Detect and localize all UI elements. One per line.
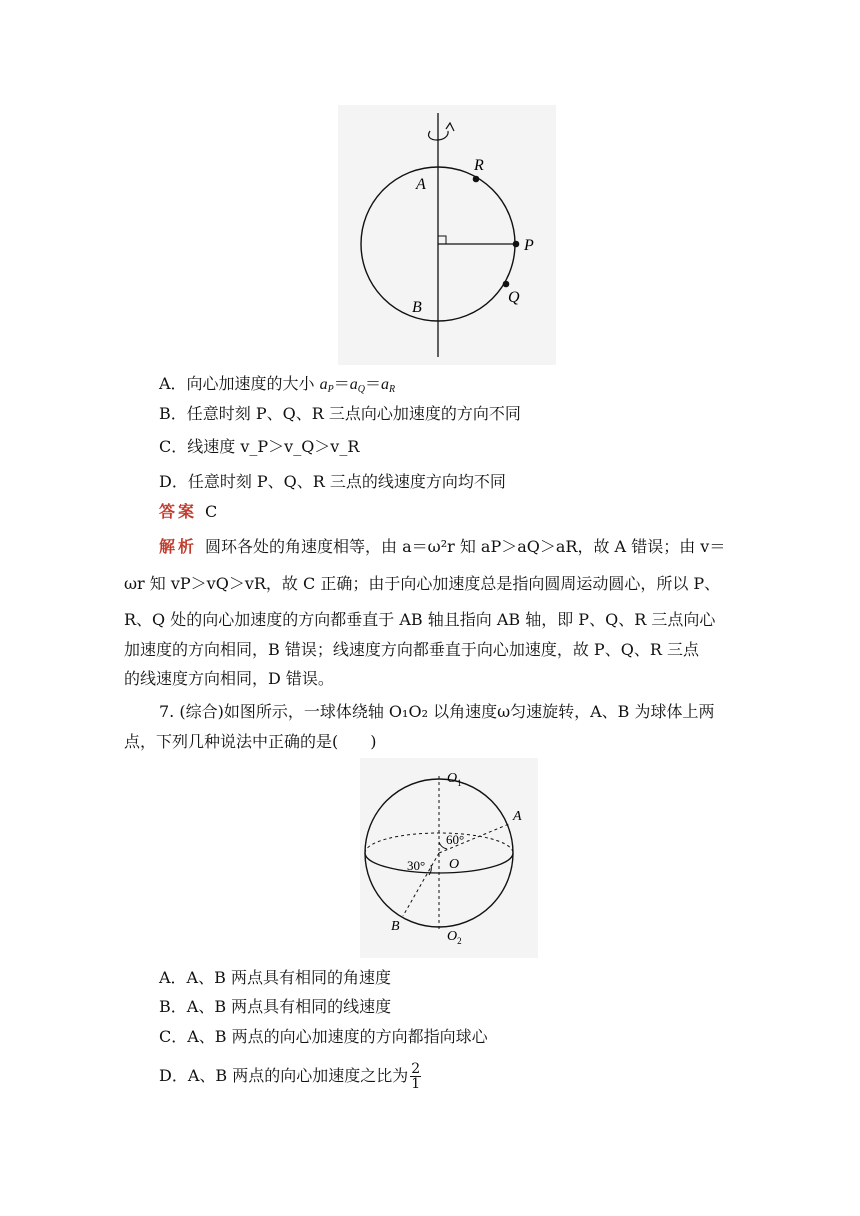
label-R: R — [474, 157, 484, 174]
q6-option-a-text: A．向心加速度的大小 — [159, 374, 320, 393]
analysis-text: 圆环各处的角速度相等，由 a＝ω²r 知 aP＞aQ＞aR，故 A 错误；由 v＝ — [205, 537, 726, 556]
label-O: O — [449, 857, 460, 872]
analysis-line-1 — [159, 537, 725, 557]
sub-P: P — [327, 384, 334, 395]
analysis-line-2: ωr 知 vP＞vQ＞vR，故 C 正确；由于向心加速度总是指向圆周运动圆心，所以 P、 — [124, 574, 721, 593]
point-P — [513, 241, 520, 248]
q7-option-c: C．A、B 两点的向心加速度的方向都指向球心 — [159, 1027, 488, 1046]
q6-option-d: D．任意时刻 P、Q、R 三点的线速度方向均不同 — [159, 472, 506, 491]
analysis-line-5: 的线速度方向相同，D 错误。 — [124, 669, 334, 688]
label-A: A — [513, 809, 522, 824]
q6-option-a — [159, 374, 395, 395]
q6-option-c-expression: v_P＞v_Q＞v_R — [240, 437, 360, 456]
fraction-numerator: 2 — [411, 1061, 421, 1077]
equals-sign: ＝ — [365, 374, 382, 393]
q6-option-c — [159, 437, 359, 457]
label-B: B — [412, 299, 422, 316]
label-angle-60: 60° — [446, 832, 465, 847]
analysis-line-4: 加速度的方向相同，B 错误；线速度方向都垂直于向心加速度，故 P、Q、R 三点 — [124, 640, 699, 659]
label-A: A — [416, 176, 426, 193]
label-O2: $O_2$ — [447, 929, 462, 946]
ratio-fraction — [410, 1062, 421, 1091]
fraction-denominator: 1 — [411, 1076, 421, 1092]
q7-stem-line-1: 7. (综合)如图所示，一球体绕轴 O₁O₂ 以角速度ω匀速旋转，A、B 为球体上两 — [159, 702, 715, 721]
q7-option-d — [159, 1062, 421, 1091]
label-O1: $O_1$ — [447, 771, 462, 788]
label-Q: Q — [508, 289, 520, 306]
q6-option-b: B．任意时刻 P、Q、R 三点向心加速度的方向不同 — [159, 404, 521, 423]
analysis-label: 解析 — [159, 537, 198, 556]
sub-R: R — [389, 384, 396, 395]
label-P: P — [524, 237, 534, 254]
var-a: a — [319, 376, 328, 393]
q6-option-c-text: C．线速度 — [159, 437, 241, 456]
analysis-line-3: R、Q 处的向心加速度的方向都垂直于 AB 轴且指向 AB 轴，即 P、Q、R 三点向心 — [124, 610, 716, 629]
answer-value: C — [205, 502, 218, 521]
label-angle-30: 30° — [407, 858, 426, 873]
ring-rotation-figure — [330, 105, 560, 365]
sphere-figure — [355, 758, 540, 958]
q7-stem-line-2: 点，下列几种说法中正确的是( ) — [124, 732, 377, 751]
q7-option-b: B．A、B 两点具有相同的线速度 — [159, 997, 392, 1016]
point-Q — [503, 281, 510, 288]
point-R — [473, 176, 480, 183]
answer-line — [159, 502, 217, 522]
label-B: B — [391, 919, 400, 934]
sub-Q: Q — [357, 384, 366, 395]
q7-option-d-text: D．A、B 两点的向心加速度之比为 — [159, 1066, 409, 1085]
q7-option-a: A．A、B 两点具有相同的角速度 — [159, 968, 391, 987]
equals-sign: ＝ — [333, 374, 350, 393]
figure-background — [338, 105, 556, 365]
var-a: a — [349, 376, 358, 393]
answer-label: 答案 — [159, 502, 198, 521]
var-a: a — [381, 376, 390, 393]
